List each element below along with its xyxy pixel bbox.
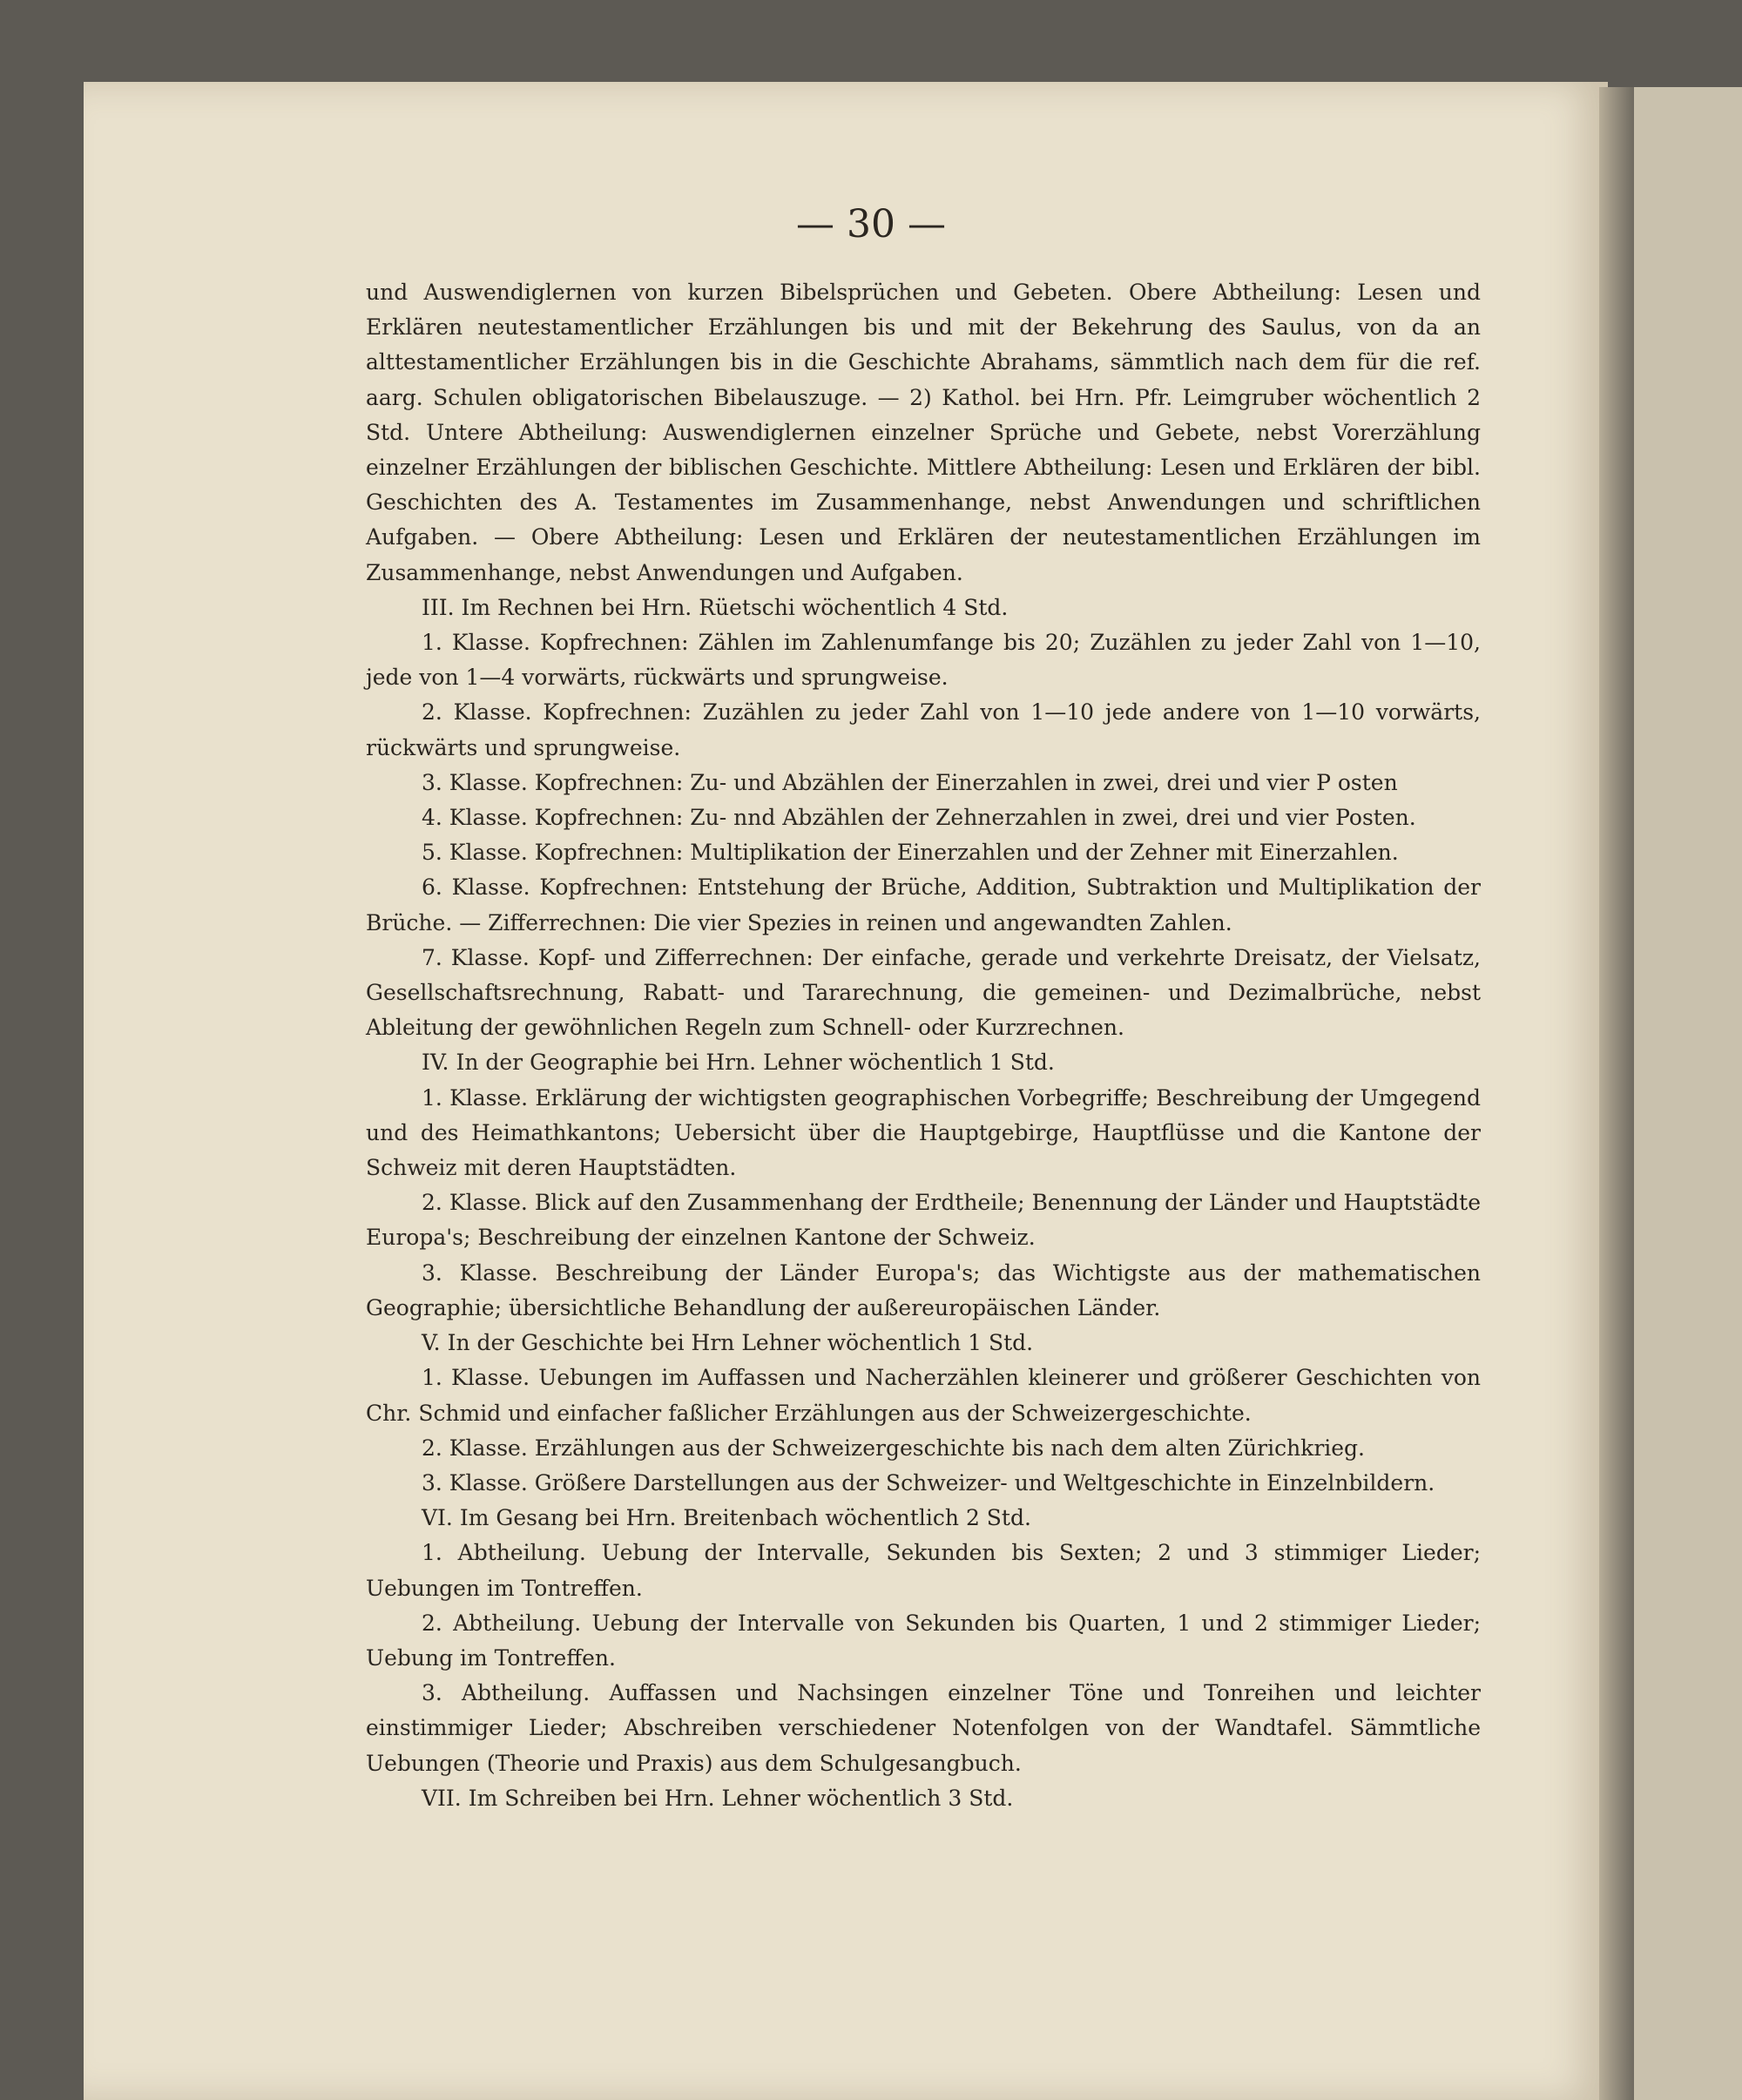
paragraph-geographie-klasse-1: 1. Klasse. Erklärung der wichtigsten geographischen Vorbegriffe; Beschreibung der Umgegend und des Heimathkantons; Uebersicht über die Hauptgebirge, Hauptflüsse und die Kantone der Schweiz mit deren Hauptstädten. (366, 1084, 1481, 1181)
page-gutter (1599, 87, 1634, 2100)
paragraph-rechnen-klasse-2: 2. Klasse. Kopfrechnen: Zuzählen zu jeder Zahl von 1—10 jede andere von 1—10 vorwärts, rückwärts und sprungweise. (366, 699, 1481, 760)
paragraph-religion: und Auswendiglernen von kurzen Bibelsprüchen und Gebeten. Obere Abtheilung: Lesen und Erklären neutestamentlicher Erzählungen bis und mit der Bekehrung des Saulus, von da an alttestamentlicher Erzählungen bis in die Geschichte Abrahams, sämmtlich nach dem für die ref. aarg. Schulen obligatorischen Bibelauszuge. — 2) Kathol. bei Hrn. Pfr. Leimgruber wöchentlich 2 Std. Untere Abtheilung: Auswendiglernen einzelner Sprüche und Gebete, nebst Vorerzählung einzelner Erzählungen der biblischen Geschichte. Mittlere Abtheilung: Lesen und Erklären der bibl. Geschichten des A. Testamentes im Zusammenhange, nebst Anwendungen und schriftlichen Aufgaben. — Obere Abtheilung: Lesen und Erklären der neutestamentlichen Erzählungen im Zusammenhange, nebst Anwendungen und Aufgaben. (366, 280, 1481, 585)
next-page-edge (1620, 87, 1742, 2100)
paragraph-geschichte-klasse-3: 3. Klasse. Größere Darstellungen aus der Schweizer- und Weltgeschichte in Einzelnbildern. (422, 1469, 1435, 1496)
page-body (366, 275, 1481, 1816)
heading-geographie: IV. In der Geographie bei Hrn. Lehner wöchentlich 1 Std. (422, 1050, 1055, 1076)
heading-rechnen: III. Im Rechnen bei Hrn. Rüetschi wöchentlich 4 Std. (422, 594, 1009, 620)
page-number: — 30 — (796, 202, 946, 246)
paragraph-gesang-abtheilung-3: 3. Abtheilung. Auffassen und Nachsingen einzelner Töne und Tonreihen und leichter einstimmiger Lieder; Abschreiben verschiedener Notenfolgen von der Wandtafel. Sämmtliche Uebungen (Theorie und Praxis) aus dem Schulgesangbuch. (366, 1680, 1481, 1776)
paragraph-geographie-klasse-3: 3. Klasse. Beschreibung der Länder Europa's; das Wichtigste aus der mathematischen Geographie; übersichtliche Behandlung der außereuropäischen Länder. (366, 1259, 1481, 1320)
paragraph-rechnen-klasse-3: 3. Klasse. Kopfrechnen: Zu- und Abzählen der Einerzahlen in zwei, drei und vier P osten (422, 769, 1398, 795)
heading-geschichte: V. In der Geschichte bei Hrn Lehner wöchentlich 1 Std. (422, 1330, 1034, 1356)
paragraph-rechnen-klasse-5: 5. Klasse. Kopfrechnen: Multiplikation der Einerzahlen und der Zehner mit Einerzahlen. (422, 840, 1399, 866)
heading-schreiben: VII. Im Schreiben bei Hrn. Lehner wöchentlich 3 Std. (422, 1785, 1014, 1811)
paragraph-geographie-klasse-2: 2. Klasse. Blick auf den Zusammenhang der Erdtheile; Benennung der Länder und Hauptstädte Europa's; Beschreibung der einzelnen Kantone der Schweiz. (366, 1190, 1481, 1251)
paragraph-gesang-abtheilung-1: 1. Abtheilung. Uebung der Intervalle, Sekunden bis Sexten; 2 und 3 stimmiger Lieder; Uebungen im Tontreffen. (366, 1540, 1481, 1601)
paragraph-rechnen-klasse-4: 4. Klasse. Kopfrechnen: Zu- nnd Abzählen der Zehnerzahlen in zwei, drei und vier Posten. (422, 805, 1416, 831)
paragraph-geschichte-klasse-1: 1. Klasse. Uebungen im Auffassen und Nacherzählen kleinerer und größerer Geschichten von Chr. Schmid und einfacher faßlicher Erzählungen aus der Schweizergeschichte. (366, 1365, 1481, 1426)
paragraph-rechnen-klasse-7: 7. Klasse. Kopf- und Zifferrechnen: Der einfache, gerade und verkehrte Dreisatz, der Vielsatz, Gesellschaftsrechnung, Rabatt- und Tararechnung, die gemeinen- und Dezimalbrüche, nebst Ableitung der gewöhnlichen Regeln zum Schnell- oder Kurzrechnen. (366, 944, 1481, 1041)
paragraph-geschichte-klasse-2: 2. Klasse. Erzählungen aus der Schweizergeschichte bis nach dem alten Zürichkrieg. (422, 1435, 1366, 1461)
paragraph-rechnen-klasse-1: 1. Klasse. Kopfrechnen: Zählen im Zahlenumfange bis 20; Zuzählen zu jeder Zahl von 1—10, jede von 1—4 vorwärts, rückwärts und sprungweise. (366, 630, 1481, 691)
paragraph-rechnen-klasse-6: 6. Klasse. Kopfrechnen: Entstehung der Brüche, Addition, Subtraktion und Multiplikation der Brüche. — Zifferrechnen: Die vier Spezies in reinen und angewandten Zahlen. (366, 874, 1481, 935)
heading-gesang: VI. Im Gesang bei Hrn. Breitenbach wöchentlich 2 Std. (422, 1505, 1031, 1531)
paragraph-gesang-abtheilung-2: 2. Abtheilung. Uebung der Intervalle von Sekunden bis Quarten, 1 und 2 stimmiger Lieder; Uebung im Tontreffen. (366, 1610, 1481, 1671)
